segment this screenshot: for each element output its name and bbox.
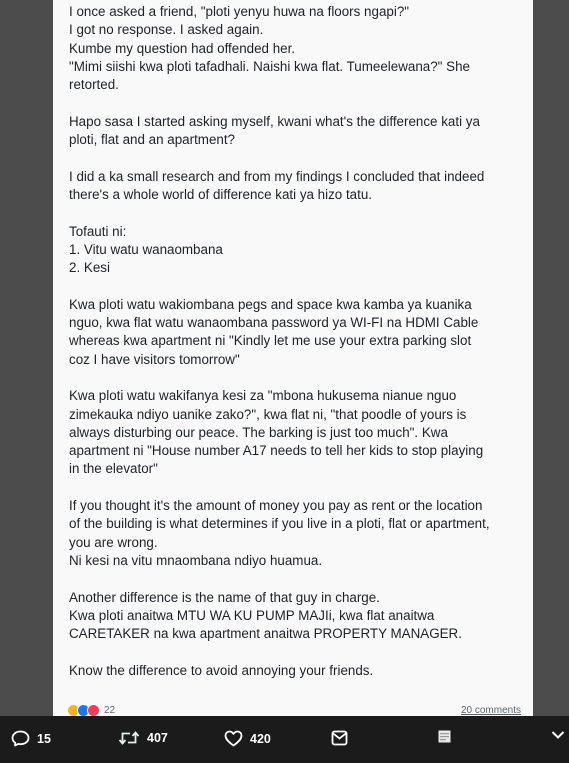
post-text-line: I did a ka small research and from my findings I concluded that indeed — [69, 168, 485, 184]
like-count: 420 — [250, 731, 271, 746]
message-icon — [331, 730, 348, 746]
direct-message-button[interactable] — [331, 730, 348, 746]
post-text-line: Kwa ploti watu wakiombana pegs and space kwa kamba ya kuanika — [69, 296, 472, 312]
post-text-line: zimekauka ndiyo uanike zako?", kwa flat ni, "that poodle of yours is — [69, 406, 467, 422]
post-text-line: ploti, flat and an apartment? — [69, 132, 236, 148]
post-text-line: 2. Kesi — [69, 260, 110, 276]
post-text-line: Another difference is the name of that guy in charge. — [69, 589, 380, 605]
reaction-count: 22 — [104, 705, 116, 716]
reply-count: 15 — [37, 731, 51, 746]
reply-icon — [11, 730, 30, 747]
post-text-line: CARETAKER na kwa apartment anaitwa PROPERTY MANAGER. — [69, 626, 462, 642]
heart-icon — [224, 730, 243, 747]
post-text-line: Hapo sasa I started asking myself, kwani what's the difference kati ya — [69, 113, 480, 129]
reply-button[interactable] — [11, 730, 51, 747]
right-backdrop — [533, 0, 569, 716]
post-text-line: Tofauti ni: — [69, 223, 127, 239]
post-text-line: Kwa ploti watu wakifanya kesi za "mbona hukusema nianue nguo — [69, 388, 457, 404]
post-paragraph — [69, 387, 527, 478]
post-text-line: there's a whole world of difference kati ya hizo tatu. — [69, 186, 373, 202]
post-text-line: of the building is what determines if you live in a ploti, flat or apartment, — [69, 516, 490, 532]
retweet-icon — [118, 730, 140, 746]
post-text-line: Know the difference to avoid annoying your friends. — [69, 662, 374, 678]
post-text-line: I got no response. I asked again. — [69, 22, 264, 38]
comments-link[interactable]: 20 comments — [460, 705, 521, 716]
post-paragraph — [69, 223, 527, 278]
retweet-button[interactable] — [118, 730, 168, 746]
post-text-line: coz I have visitors tomorrow" — [69, 351, 240, 367]
post-text-line: If you thought it's the amount of money you pay as rent or the location — [69, 498, 483, 514]
post-paragraph — [69, 497, 527, 570]
post-text-line: whereas kwa apartment ni "Kindly let me use your extra parking slot — [69, 333, 472, 349]
post-paragraph — [69, 168, 527, 205]
post-paragraph — [69, 3, 527, 94]
post-text-line: Kumbe my question had offended her. — [69, 40, 296, 56]
left-backdrop — [0, 0, 53, 716]
post-paragraph — [69, 113, 527, 150]
post-text-line: Ni kesi na vitu mnaombana ndiyo huamua. — [69, 552, 323, 568]
post-paragraph — [69, 296, 527, 369]
expand-button[interactable] — [551, 730, 565, 740]
love-reaction-icon — [87, 704, 100, 716]
facebook-post-image[interactable] — [53, 0, 533, 716]
tweet-action-bar — [0, 716, 569, 763]
image-thumbnail[interactable] — [438, 730, 451, 743]
post-text-line: Kwa ploti anaitwa MTU WA KU PUMP MAJIi, kwa flat anaitwa — [69, 607, 435, 623]
image-thumb-icon — [438, 730, 451, 743]
post-paragraph — [69, 589, 527, 644]
post-text-line: "Mimi siishi kwa ploti tafadhali. Naishi kwa flat. Tumeelewana?" She — [69, 58, 470, 74]
post-text-line: retorted. — [69, 77, 119, 93]
post-text-line: apartment ni "House number A17 needs to tell her kids to stop playing — [69, 443, 484, 459]
chevron-down-icon — [551, 730, 565, 740]
post-text-line: in the elevator" — [69, 461, 158, 477]
reactions-row[interactable] — [67, 704, 521, 716]
like-button[interactable] — [224, 730, 271, 747]
retweet-count: 407 — [147, 731, 168, 745]
post-text-line: always disturbing our peace. The barking is just too much". Kwa — [69, 424, 448, 440]
post-text-line: nguo, kwa flat watu wanaombana password ya WI-FI na HDMI Cable — [69, 315, 479, 331]
post-text-line: I once asked a friend, "ploti yenyu huwa na floors ngapi?" — [69, 4, 410, 19]
post-text-line: 1. Vitu watu wanaombana — [69, 241, 223, 257]
post-text-line: you are wrong. — [69, 534, 158, 550]
post-body — [69, 3, 527, 698]
post-paragraph — [69, 662, 527, 680]
